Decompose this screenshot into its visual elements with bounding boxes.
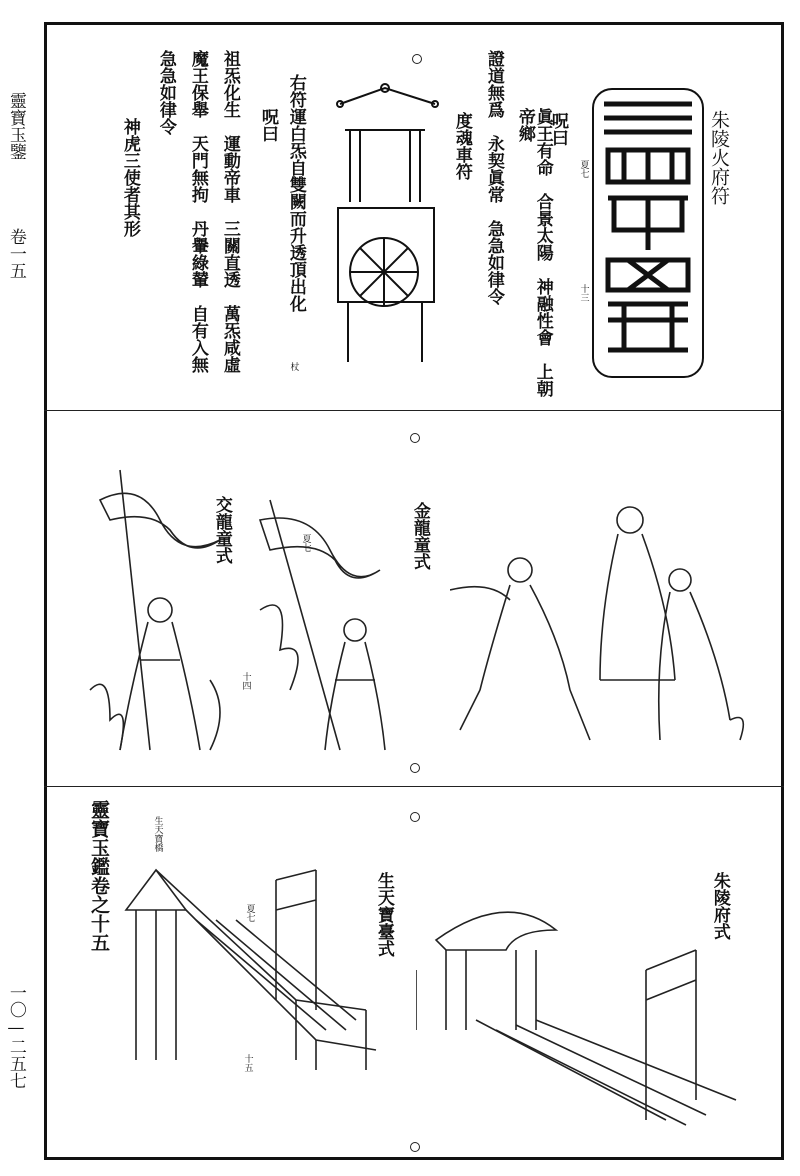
chant-line-3: 度魂車符 — [451, 112, 472, 180]
chant-line-5: 魔王保舉 天門無拘 丹轝綠輦 自有入無 — [187, 50, 208, 373]
zhuling-label: 朱陵府式 — [709, 872, 730, 940]
celestial-bridge-figure — [116, 860, 386, 1070]
chant-line-6: 急急如律令 — [155, 50, 176, 135]
shengtian-label: 生天寶臺式 — [373, 872, 394, 957]
zhuling-palace-figure — [416, 900, 756, 1140]
chant-line-7: 神虎三使者其形 — [119, 118, 140, 237]
talisman-seal — [592, 88, 704, 378]
jiaolong-label: 交龍童式 — [211, 496, 232, 564]
dragon-youth-figure-1 — [80, 460, 230, 760]
binding-hole — [410, 812, 420, 822]
bridge-label: 生天寶橋 — [152, 816, 163, 852]
volume-title: 靈寶玉鑑卷之十五 — [87, 800, 110, 952]
right-note: 右符運白炁自雙闕而升透頂出化 — [285, 74, 306, 312]
chariot-figure — [330, 82, 450, 372]
jiaolong-number: 十四 — [240, 672, 251, 690]
panel-divider-2 — [44, 786, 784, 787]
chant-line-2: 證道無爲 永契眞常 急急如律令 — [483, 50, 504, 305]
margin-title: 靈寶玉鑒 — [5, 92, 26, 160]
margin-volume: 卷一五 — [5, 228, 26, 279]
bridge-note: 夏七 — [244, 904, 255, 922]
zhou-label-2: 呪曰 — [257, 108, 278, 142]
talisman-glyph-icon — [594, 90, 702, 376]
binding-hole — [410, 433, 420, 443]
golden-dragon-youths-figure — [450, 490, 750, 760]
fu-note: 夏七 — [578, 160, 589, 178]
jiaolong-note: 夏七 — [300, 534, 311, 552]
chant-line-1: 眞王有命 合景太陽 神融性會 上朝帝鄉 — [514, 108, 553, 397]
margin-page-number: 一〇—二五七 — [5, 984, 26, 1089]
binding-hole — [410, 1142, 420, 1152]
fu-number: 十三 — [578, 284, 589, 302]
jinlong-label: 金龍童式 — [409, 502, 430, 570]
panel-divider-1 — [44, 410, 784, 411]
bridge-number: 十五 — [242, 1054, 253, 1072]
chant-line-4: 祖炁化生 運動帝車 三關直透 萬炁咸虛 — [219, 50, 240, 373]
dragon-youth-figure-2 — [250, 480, 390, 770]
zhou-label-1: 呪曰 — [547, 112, 568, 146]
binding-hole — [410, 763, 420, 773]
fu-title: 朱陵火府符 — [707, 110, 730, 205]
binding-hole — [412, 54, 422, 64]
right-note-end: 杖 — [288, 362, 299, 371]
